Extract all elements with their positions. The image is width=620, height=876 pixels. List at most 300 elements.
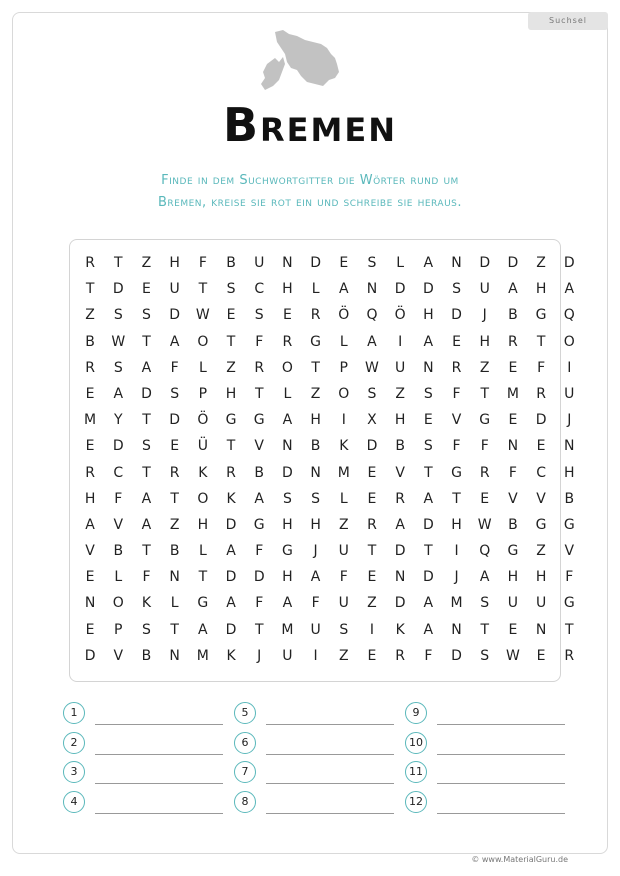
grid-cell[interactable]: J xyxy=(567,412,572,429)
grid-cell[interactable]: N xyxy=(394,569,406,586)
answer-line[interactable] xyxy=(266,813,394,814)
grid-cell[interactable]: O xyxy=(197,490,209,507)
grid-cell[interactable]: Z xyxy=(479,359,490,376)
grid-cell[interactable]: Z xyxy=(536,543,546,560)
grid-cell[interactable]: T xyxy=(198,281,208,298)
grid-cell[interactable]: V xyxy=(508,490,518,507)
answer-line[interactable] xyxy=(437,813,565,814)
grid-cell[interactable]: E xyxy=(170,438,180,455)
grid-cell[interactable]: A xyxy=(141,516,152,533)
grid-cell[interactable]: N xyxy=(535,621,547,638)
grid-cell[interactable]: E xyxy=(85,621,95,638)
grid-cell[interactable]: E xyxy=(536,647,546,664)
grid-cell[interactable]: T xyxy=(311,359,320,376)
grid-cell[interactable]: D xyxy=(225,621,237,638)
grid-cell[interactable]: F xyxy=(452,438,461,455)
grid-cell[interactable]: Z xyxy=(367,595,377,612)
grid-cell[interactable]: U xyxy=(310,621,321,638)
grid-cell[interactable]: Z xyxy=(226,359,236,376)
grid-cell[interactable]: T xyxy=(114,255,123,271)
grid-cell[interactable]: R xyxy=(226,464,236,481)
grid-cell[interactable]: T xyxy=(226,333,236,350)
grid-cell[interactable]: Z xyxy=(85,307,95,324)
grid-cell[interactable]: H xyxy=(282,569,293,586)
answer-line[interactable] xyxy=(95,783,223,784)
grid-cell[interactable]: U xyxy=(535,595,547,612)
grid-cell[interactable]: Z xyxy=(395,385,405,402)
grid-cell[interactable]: N xyxy=(564,438,575,455)
grid-cell[interactable]: F xyxy=(565,569,574,586)
grid-cell[interactable]: F xyxy=(452,385,461,402)
grid-cell[interactable]: B xyxy=(141,647,152,664)
grid-cell[interactable]: I xyxy=(454,543,459,560)
grid-cell[interactable]: D xyxy=(422,516,434,533)
grid-cell[interactable]: S xyxy=(282,490,292,507)
grid-cell[interactable]: H xyxy=(394,412,406,429)
grid-cell[interactable]: T xyxy=(254,385,264,402)
grid-cell[interactable]: J xyxy=(257,647,262,664)
grid-cell[interactable]: B xyxy=(564,490,575,507)
grid-cell[interactable]: Z xyxy=(536,255,546,271)
grid-cell[interactable]: H xyxy=(310,412,321,429)
answer-line[interactable] xyxy=(266,754,394,755)
grid-cell[interactable]: A xyxy=(395,516,405,533)
grid-cell[interactable]: G xyxy=(535,516,547,533)
grid-cell[interactable]: R xyxy=(254,359,265,376)
grid-cell[interactable]: Ö xyxy=(394,307,406,324)
grid-cell[interactable]: T xyxy=(85,281,95,298)
grid-cell[interactable]: V xyxy=(254,438,264,455)
grid-cell[interactable]: H xyxy=(282,281,293,298)
grid-cell[interactable]: B xyxy=(254,464,265,481)
grid-cell[interactable]: G xyxy=(451,464,462,481)
grid-cell[interactable]: F xyxy=(255,333,264,350)
grid-cell[interactable]: R xyxy=(310,307,321,324)
grid-cell[interactable]: T xyxy=(142,464,151,481)
grid-cell[interactable]: G xyxy=(253,412,265,429)
grid-cell[interactable]: D xyxy=(310,255,321,271)
grid-cell[interactable]: M xyxy=(337,464,350,481)
grid-cell[interactable]: B xyxy=(508,307,518,324)
grid-cell[interactable]: Y xyxy=(114,412,123,429)
grid-cell[interactable]: Z xyxy=(169,516,180,533)
grid-cell[interactable]: S xyxy=(367,385,377,402)
grid-cell[interactable]: D xyxy=(422,281,434,298)
grid-cell[interactable]: D xyxy=(141,385,152,402)
grid-cell[interactable]: G xyxy=(281,543,293,560)
grid-cell[interactable]: E xyxy=(85,569,95,586)
grid-cell[interactable]: D xyxy=(366,438,378,455)
grid-cell[interactable]: W xyxy=(195,307,210,324)
grid-cell[interactable]: N xyxy=(423,359,434,376)
answer-line[interactable] xyxy=(95,724,223,725)
grid-cell[interactable]: U xyxy=(338,595,349,612)
grid-cell[interactable]: H xyxy=(169,255,180,271)
grid-cell[interactable]: F xyxy=(508,464,517,481)
grid-cell[interactable]: N xyxy=(169,647,180,664)
grid-cell[interactable]: B xyxy=(395,438,405,455)
answer-line[interactable] xyxy=(266,783,394,784)
grid-cell[interactable]: Ü xyxy=(197,438,208,455)
grid-cell[interactable]: K xyxy=(339,438,349,455)
grid-cell[interactable]: L xyxy=(170,595,179,612)
grid-cell[interactable]: D xyxy=(394,595,406,612)
grid-cell[interactable]: F xyxy=(311,595,320,612)
grid-cell[interactable]: W xyxy=(365,359,379,376)
grid-cell[interactable]: R xyxy=(85,255,95,271)
grid-cell[interactable]: N xyxy=(282,255,293,271)
grid-cell[interactable]: T xyxy=(254,621,264,638)
grid-cell[interactable]: I xyxy=(398,333,403,350)
grid-cell[interactable]: F xyxy=(198,255,207,271)
grid-cell[interactable]: A xyxy=(113,385,124,402)
grid-cell[interactable]: H xyxy=(423,307,434,324)
grid-cell[interactable]: E xyxy=(367,490,377,507)
grid-cell[interactable]: X xyxy=(367,412,377,429)
grid-cell[interactable]: Q xyxy=(479,543,491,560)
grid-cell[interactable]: H xyxy=(564,464,575,481)
grid-cell[interactable]: A xyxy=(282,595,293,612)
grid-cell[interactable]: A xyxy=(564,281,575,298)
grid-cell[interactable]: E xyxy=(367,569,377,586)
grid-cell[interactable]: H xyxy=(197,516,209,533)
grid-cell[interactable]: K xyxy=(395,621,405,638)
grid-cell[interactable]: D xyxy=(507,255,519,271)
grid-cell[interactable]: S xyxy=(113,359,123,376)
grid-cell[interactable]: D xyxy=(169,307,181,324)
grid-cell[interactable]: N xyxy=(84,595,96,612)
grid-cell[interactable]: D xyxy=(394,543,406,560)
grid-cell[interactable]: G xyxy=(507,543,519,560)
grid-cell[interactable]: O xyxy=(281,359,293,376)
grid-cell[interactable]: A xyxy=(479,569,490,586)
grid-cell[interactable]: E xyxy=(367,647,377,664)
grid-cell[interactable]: S xyxy=(480,647,490,664)
grid-cell[interactable]: E xyxy=(508,412,518,429)
grid-cell[interactable]: T xyxy=(226,438,236,455)
grid-cell[interactable]: M xyxy=(196,647,209,664)
grid-cell[interactable]: S xyxy=(226,281,236,298)
grid-cell[interactable]: C xyxy=(536,464,546,481)
grid-cell[interactable]: Ö xyxy=(338,307,350,324)
grid-cell[interactable]: P xyxy=(339,359,348,376)
answer-line[interactable] xyxy=(437,724,565,725)
grid-cell[interactable]: E xyxy=(423,412,433,429)
grid-cell[interactable]: V xyxy=(536,490,546,507)
grid-cell[interactable]: N xyxy=(451,621,462,638)
grid-cell[interactable]: A xyxy=(423,595,434,612)
grid-cell[interactable]: B xyxy=(85,333,95,350)
grid-cell[interactable]: U xyxy=(479,281,490,298)
grid-cell[interactable]: U xyxy=(282,647,293,664)
grid-cell[interactable]: W xyxy=(111,333,126,350)
grid-cell[interactable]: G xyxy=(197,595,209,612)
grid-cell[interactable]: G xyxy=(563,516,575,533)
grid-cell[interactable]: N xyxy=(310,464,321,481)
grid-cell[interactable]: T xyxy=(170,490,179,507)
grid-cell[interactable]: D xyxy=(479,255,491,271)
grid-cell[interactable]: T xyxy=(452,490,461,507)
grid-cell[interactable]: L xyxy=(283,385,292,402)
grid-cell[interactable]: R xyxy=(282,333,293,350)
grid-cell[interactable]: M xyxy=(281,621,294,638)
answer-line[interactable] xyxy=(266,724,394,725)
grid-cell[interactable]: V xyxy=(113,516,124,533)
grid-cell[interactable]: L xyxy=(396,255,405,271)
grid-cell[interactable]: T xyxy=(480,621,489,638)
grid-cell[interactable]: F xyxy=(170,359,179,376)
grid-cell[interactable]: N xyxy=(451,255,462,271)
grid-cell[interactable]: S xyxy=(142,307,151,324)
grid-cell[interactable]: K xyxy=(198,464,208,481)
grid-cell[interactable]: J xyxy=(482,307,487,324)
grid-cell[interactable]: V xyxy=(113,647,124,664)
grid-cell[interactable]: V xyxy=(395,464,405,481)
grid-cell[interactable]: Z xyxy=(338,647,349,664)
grid-cell[interactable]: A xyxy=(367,333,377,350)
grid-cell[interactable]: T xyxy=(142,543,151,560)
grid-cell[interactable]: S xyxy=(311,490,321,507)
grid-cell[interactable]: D xyxy=(169,412,181,429)
grid-cell[interactable]: I xyxy=(369,621,375,638)
grid-cell[interactable]: H xyxy=(507,569,519,586)
grid-cell[interactable]: A xyxy=(423,333,434,350)
grid-cell[interactable]: T xyxy=(480,385,489,402)
grid-cell[interactable]: U xyxy=(338,543,349,560)
grid-cell[interactable]: R xyxy=(479,464,490,481)
grid-cell[interactable]: U xyxy=(169,281,180,298)
grid-cell[interactable]: H xyxy=(282,516,293,533)
grid-cell[interactable]: R xyxy=(85,359,95,376)
grid-cell[interactable]: B xyxy=(113,543,124,560)
grid-cell[interactable]: C xyxy=(254,281,265,298)
grid-cell[interactable]: V xyxy=(85,543,95,560)
grid-cell[interactable]: M xyxy=(506,385,519,402)
grid-cell[interactable]: A xyxy=(423,490,434,507)
grid-cell[interactable]: R xyxy=(508,333,518,350)
answer-line[interactable] xyxy=(95,813,223,814)
grid-cell[interactable]: T xyxy=(424,543,433,560)
grid-cell[interactable]: E xyxy=(367,464,377,481)
grid-cell[interactable]: E xyxy=(142,281,151,298)
grid-cell[interactable]: A xyxy=(423,255,434,271)
grid-cell[interactable]: F xyxy=(339,569,348,586)
grid-cell[interactable]: E xyxy=(226,307,236,324)
grid-cell[interactable]: H xyxy=(451,516,462,533)
grid-cell[interactable]: G xyxy=(563,595,575,612)
grid-cell[interactable]: R xyxy=(395,490,406,507)
grid-cell[interactable]: D xyxy=(535,412,547,429)
grid-cell[interactable]: A xyxy=(141,359,152,376)
grid-cell[interactable]: K xyxy=(226,490,236,507)
grid-cell[interactable]: O xyxy=(112,595,124,612)
grid-cell[interactable]: N xyxy=(366,281,378,298)
grid-cell[interactable]: E xyxy=(85,438,95,455)
grid-cell[interactable]: G xyxy=(253,516,265,533)
grid-cell[interactable]: E xyxy=(508,359,518,376)
grid-cell[interactable]: V xyxy=(564,543,575,560)
grid-cell[interactable]: U xyxy=(254,255,265,271)
grid-cell[interactable]: S xyxy=(170,385,180,402)
answer-line[interactable] xyxy=(437,783,565,784)
grid-cell[interactable]: R xyxy=(367,516,377,533)
answer-line[interactable] xyxy=(437,754,565,755)
grid-cell[interactable]: A xyxy=(226,595,236,612)
grid-cell[interactable]: A xyxy=(141,490,152,507)
grid-cell[interactable]: B xyxy=(508,516,518,533)
grid-cell[interactable]: R xyxy=(395,647,406,664)
grid-cell[interactable]: A xyxy=(338,281,349,298)
grid-cell[interactable]: H xyxy=(225,385,237,402)
grid-cell[interactable]: Z xyxy=(338,516,349,533)
grid-cell[interactable]: D xyxy=(253,569,265,586)
grid-cell[interactable]: A xyxy=(282,412,293,429)
grid-cell[interactable]: K xyxy=(141,595,152,612)
grid-cell[interactable]: D xyxy=(422,569,434,586)
grid-cell[interactable]: E xyxy=(282,307,292,324)
grid-cell[interactable]: A xyxy=(198,621,208,638)
grid-cell[interactable]: D xyxy=(451,647,462,664)
grid-cell[interactable]: T xyxy=(142,412,151,429)
grid-cell[interactable]: R xyxy=(564,647,575,664)
grid-cell[interactable]: Z xyxy=(141,255,152,271)
grid-cell[interactable]: Q xyxy=(563,307,575,324)
grid-cell[interactable]: F xyxy=(480,438,489,455)
grid-cell[interactable]: D xyxy=(394,281,406,298)
grid-cell[interactable]: E xyxy=(339,255,349,271)
grid-cell[interactable]: T xyxy=(198,569,208,586)
grid-cell[interactable]: D xyxy=(84,647,96,664)
grid-cell[interactable]: T xyxy=(367,543,377,560)
grid-cell[interactable]: P xyxy=(114,621,123,638)
grid-cell[interactable]: F xyxy=(537,359,546,376)
grid-cell[interactable]: A xyxy=(423,621,434,638)
grid-cell[interactable]: D xyxy=(282,464,293,481)
grid-cell[interactable]: M xyxy=(84,412,97,429)
grid-cell[interactable]: T xyxy=(536,333,546,350)
grid-cell[interactable]: N xyxy=(507,438,519,455)
grid-cell[interactable]: R xyxy=(85,464,95,481)
grid-cell[interactable]: A xyxy=(226,543,236,560)
grid-cell[interactable]: H xyxy=(479,333,490,350)
grid-cell[interactable]: A xyxy=(169,333,180,350)
grid-cell[interactable]: U xyxy=(507,595,519,612)
grid-cell[interactable]: H xyxy=(535,569,547,586)
grid-cell[interactable]: T xyxy=(142,333,151,350)
grid-cell[interactable]: Q xyxy=(366,307,378,324)
grid-cell[interactable]: S xyxy=(452,281,461,298)
grid-cell[interactable]: O xyxy=(197,333,209,350)
grid-cell[interactable]: Z xyxy=(310,385,321,402)
grid-cell[interactable]: G xyxy=(310,333,322,350)
grid-cell[interactable]: H xyxy=(535,281,547,298)
grid-cell[interactable]: V xyxy=(451,412,462,429)
grid-cell[interactable]: I xyxy=(567,359,572,376)
grid-cell[interactable]: B xyxy=(310,438,321,455)
grid-cell[interactable]: I xyxy=(313,647,318,664)
grid-cell[interactable]: B xyxy=(169,543,180,560)
grid-cell[interactable]: K xyxy=(226,647,236,664)
grid-cell[interactable]: T xyxy=(170,621,179,638)
grid-cell[interactable]: F xyxy=(424,647,433,664)
grid-cell[interactable]: J xyxy=(313,543,318,560)
grid-cell[interactable]: S xyxy=(423,385,433,402)
grid-cell[interactable]: G xyxy=(225,412,237,429)
grid-cell[interactable]: D xyxy=(112,281,124,298)
grid-cell[interactable]: E xyxy=(508,621,518,638)
grid-cell[interactable]: F xyxy=(255,595,264,612)
grid-cell[interactable]: R xyxy=(536,385,546,402)
grid-cell[interactable]: L xyxy=(311,281,320,298)
grid-cell[interactable]: H xyxy=(310,516,321,533)
grid-cell[interactable]: D xyxy=(112,438,124,455)
grid-cell[interactable]: W xyxy=(477,516,492,533)
grid-cell[interactable]: F xyxy=(114,490,123,507)
grid-cell[interactable]: S xyxy=(142,621,151,638)
grid-cell[interactable]: L xyxy=(198,543,207,560)
grid-cell[interactable]: T xyxy=(424,464,433,481)
grid-cell[interactable]: S xyxy=(480,595,490,612)
grid-cell[interactable]: E xyxy=(480,490,490,507)
grid-cell[interactable]: A xyxy=(85,516,95,533)
grid-cell[interactable]: I xyxy=(341,412,346,429)
grid-cell[interactable]: S xyxy=(367,255,377,271)
grid-cell[interactable]: D xyxy=(563,255,575,271)
grid-cell[interactable]: B xyxy=(226,255,236,271)
grid-cell[interactable]: S xyxy=(339,621,349,638)
grid-cell[interactable]: U xyxy=(395,359,406,376)
grid-cell[interactable]: F xyxy=(142,569,151,586)
grid-cell[interactable]: G xyxy=(479,412,491,429)
grid-cell[interactable]: G xyxy=(535,307,547,324)
grid-cell[interactable]: Ö xyxy=(197,412,209,429)
grid-cell[interactable]: O xyxy=(338,385,350,402)
grid-cell[interactable]: S xyxy=(142,438,151,455)
grid-cell[interactable]: H xyxy=(84,490,96,507)
grid-cell[interactable]: E xyxy=(536,438,546,455)
grid-cell[interactable]: E xyxy=(85,385,95,402)
grid-cell[interactable]: N xyxy=(169,569,180,586)
grid-cell[interactable]: A xyxy=(310,569,321,586)
answer-line[interactable] xyxy=(95,754,223,755)
grid-cell[interactable]: L xyxy=(339,490,348,507)
grid-cell[interactable]: J xyxy=(454,569,459,586)
grid-cell[interactable]: P xyxy=(198,385,208,402)
grid-cell[interactable]: L xyxy=(114,569,123,586)
grid-cell[interactable]: A xyxy=(254,490,264,507)
grid-cell[interactable]: R xyxy=(169,464,180,481)
grid-cell[interactable]: C xyxy=(113,464,124,481)
grid-cell[interactable]: N xyxy=(282,438,293,455)
grid-cell[interactable]: R xyxy=(451,359,462,376)
grid-cell[interactable]: L xyxy=(339,333,348,350)
grid-cell[interactable]: M xyxy=(450,595,463,612)
grid-cell[interactable]: A xyxy=(508,281,518,298)
grid-cell[interactable]: W xyxy=(505,647,520,664)
grid-cell[interactable]: F xyxy=(255,543,264,560)
grid-cell[interactable]: D xyxy=(451,307,462,324)
grid-cell[interactable]: D xyxy=(225,569,237,586)
grid-cell[interactable]: T xyxy=(565,621,574,638)
grid-cell[interactable]: S xyxy=(423,438,433,455)
grid-cell[interactable]: O xyxy=(563,333,575,350)
grid-cell[interactable]: S xyxy=(254,307,264,324)
grid-cell[interactable]: L xyxy=(198,359,207,376)
grid-cell[interactable]: E xyxy=(452,333,461,350)
grid-cell[interactable]: S xyxy=(113,307,123,324)
grid-cell[interactable]: D xyxy=(225,516,237,533)
grid-cell[interactable]: U xyxy=(564,385,575,402)
